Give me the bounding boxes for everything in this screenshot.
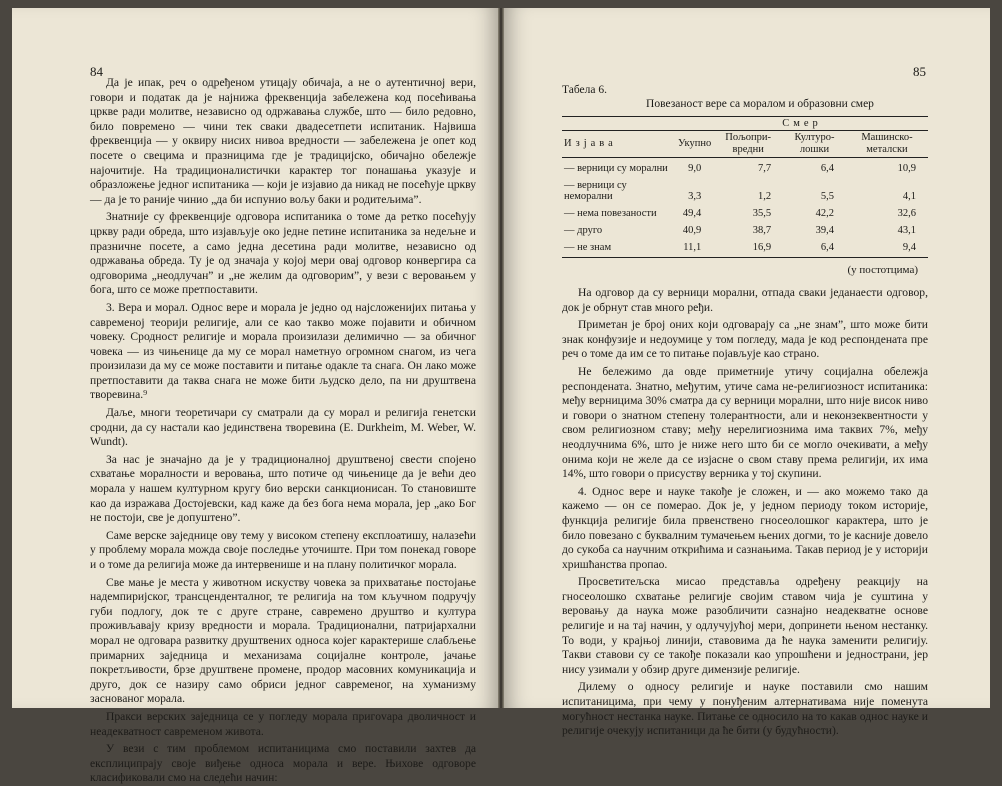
table-cell: 5,5 [820,191,834,202]
paragraph: Да је ипак, реч о одређеном утицају обичаја, а не о аутентичној вери, говори и податак да је најнижа фреквенција забележена код посећивања цркве ради молитве, независно од одржавања службе, што — било редовно, било повремено — чини тек сваки двадесетпети испитаник. Највиша фреквенција — у оквиру нисих нивоа вредности — забележена је опет код посете о свецима и празницима где је традицијско, обичајно обележје најочитије. На традиционалистички карактер тог понашања указује и образложење једног испитаника — који је изјавио да никад не посећује цркву — да је то раније чинио „да би испунио вољу баки и родитељима”. [90,76,476,206]
paragraph: Све мање је места у животном искуству човека за прихватање постојање надемпиријског, трансценденталног, те религија на том кључном подручју губи подлогу, док те с друге стране, савремено друштво и култура проживљавају кризу вредности и морала. Традиционални, патријархални морал не одговара развитку друштвених односа којег карактерише слабљење примарних заједница и механизама социјалне контроле, јачање покретљивости, брзе друштвене промене, продор масовних комуникација и друго, док се назиру само обриси једног савременог, на хуманизму заснованог морала. [90,575,476,706]
row-label: — верници су морални [564,163,668,174]
paragraph: Дилему о односу религије и науке поставили смо нашим испитаницима, при чему у понуђеним алтернативама није поменута могућност нестанка науке. Питање се односило на то какав однос науке и религије очекују испитаници да ће бити (у будућности). [562,680,928,738]
paragraph: Просветитељска мисао представља одређену реакцију на гносеолошко схватање религије својим ставом чија је суштина у веровању да наука може разобличити сазнајно неадекватне основе религије и на тај начин, у одлучујућој мери, допринети њеном нестанку. То води, у крајњој линији, ставовима да ће наука заменити религију. Такви ставови су се такође показали као упрошћени и једнострани, јер нису узимали у обзир друге димензије религије. [562,575,928,676]
table-cell: 7,7 [757,163,772,174]
table-row [562,203,928,220]
table-cell: 4,1 [902,191,916,202]
table-cell: 32,6 [897,208,916,219]
paragraph: Даље, многи теоретичари су сматрали да су морал и религија генетски сродни, да су настали као јединствена творевина (E. Durkheim, M. Weber, W. Wundt). [90,406,476,449]
table-cell: 11,1 [676,237,713,258]
row-header: Изјава [562,131,676,158]
table-note: (у постотцима) [847,264,918,276]
table-cell: 16,9 [713,237,783,258]
table-row [562,175,928,203]
paragraph: 4. Однос вере и науке такође је сложен, и — ако можемо тако да кажемо — он се померао. Док је, у једном периоду током историје, функција религије била првенствено гносеолошког карактера, што је било повезано с буквалним тумачењем њених догми, то је касније довело до сукоба са научним открићима и сазнањима. Такав период је у историји хришћанства пропао. [562,484,928,571]
smer-header: Смер [676,117,928,131]
page-number: 85 [913,64,926,79]
table-caption: Табела 6. [562,84,607,96]
paragraph: Приметан је број оних који одговарају са „не знам”, што може бити знак конфузије и недоумице у том погледу, мада је код респондената пре реч о томе да им се то питање појављује као страно. [562,318,928,361]
paragraph: Саме верске заједнице ову тему у високом степену експлоатишу, налазећи у проблему морала можда своје последње уточиште. При том понекад говоре и о томе да религија може да интервенише и на плану политичког морала. [90,528,476,571]
column-header: Укупно [676,131,713,158]
table-title: Повезаност вере са моралом и образовни смер [646,98,874,110]
table-cell: 42,2 [815,208,834,219]
table-cell: 10,9 [897,163,916,174]
paragraph: У вези с тим проблемом испитаницима смо поставили захтев да експлиципрају своје виђење односа морала и вере. Њихове одговоре класификовали смо на следећи начин: [90,742,476,785]
table-cell: 3,3 [688,191,702,202]
table-cell: 9,4 [846,237,928,258]
right-page [504,8,990,738]
table-cell: 38,7 [752,225,772,236]
column-header: Културо-лошки [783,131,846,158]
table-cell: 43,1 [897,225,916,236]
column-header: Машинско-металски [846,131,928,158]
table-cell: 39,4 [815,225,834,236]
paragraph: Не бележимо да овде приметније утичу социјална обележја респондената. Знатно, међутим, утиче сама не-религиозност испитаника: међу верницима 30% сматра да су верници морални, што није висок ниво и говори о знатном степену толерантности, али и неконзеквентности у свом религиозном ставу; међу нерелигиознима има таквих 7%, међу неодлучнима 6%, што је ниже него што би се могло очекивати, а међу онима који не желе да се изјасне о свом ставу према религији, их има 14%, што говори о присуству верника у тој скупини. [562,364,928,481]
data-table [562,116,928,258]
paragraph: На одговор да су верници морални, отпада сваки једанаести одговор, док је обрнут став много ређи. [562,286,928,314]
row-label: — верници су неморални [564,180,627,202]
column-header: Пољопри-вредни [713,131,783,158]
table-cell: 9,0 [688,163,702,174]
paragraph: Пракси верских заједница се у погледу морала пригovара дволичност и неадекватност савременом живота. [90,709,476,738]
table-row [562,158,928,176]
table-cell: 6,4 [820,163,834,174]
row-label: — друго [564,225,603,236]
right-page-body [562,286,928,739]
table-cell: 49,4 [682,208,702,219]
page-number: 84 [90,64,103,79]
paragraph: 3. Вера и морал. Однос вере и морала је једно од најсложенијих питања у савременој теорији религије, али се као такво може појавити и обичном човеку. Сродност религије и морала произилази делимично — за обичног човека — из чињенице да му се морал наметнуо огромном снагом, из чега произилази да му се може поставити и питање одакле та снага. Он лако може претпоставити да таква снага не може бити људско дело, па ни друштвена творевина.⁹ [90,300,476,402]
table-cell: 40,9 [682,225,702,236]
paragraph: Знатније су фреквенције одговора испитаника о томе да ретко посећују цркву ради обреда, што изјављује око једне петине испитаника за недељне и празничне посете, а само једна десетина ради молитве, независно од одржавања обреда. Ту је од значаја у којој мери овај одговор конвергира са одговорима „неодлучан” и „не желим да одговорим”, у вези с веровањем у бога, што се може претпоставити. [90,210,476,297]
paragraph: За нас је значајно да је у традиционалној друштвеној свести спојено схватање моралности и веровања, што потиче од чињенице да је већи део морала у нашем културном кругу био верски санкционисан. То становиште као да изражава Достојевски, кад каже да без бога нема морала, јер „ако Бог не постоји, све је допуштено”. [90,452,476,525]
row-label: — не знам [562,237,676,258]
table-cell: 35,5 [752,208,772,219]
left-page-body [90,76,476,786]
left-page [12,8,498,785]
table-cell: 1,2 [757,191,772,202]
table-row [562,237,928,258]
table-row [562,220,928,237]
row-label: — нема повезаности [564,208,657,219]
table-cell: 6,4 [783,237,846,258]
